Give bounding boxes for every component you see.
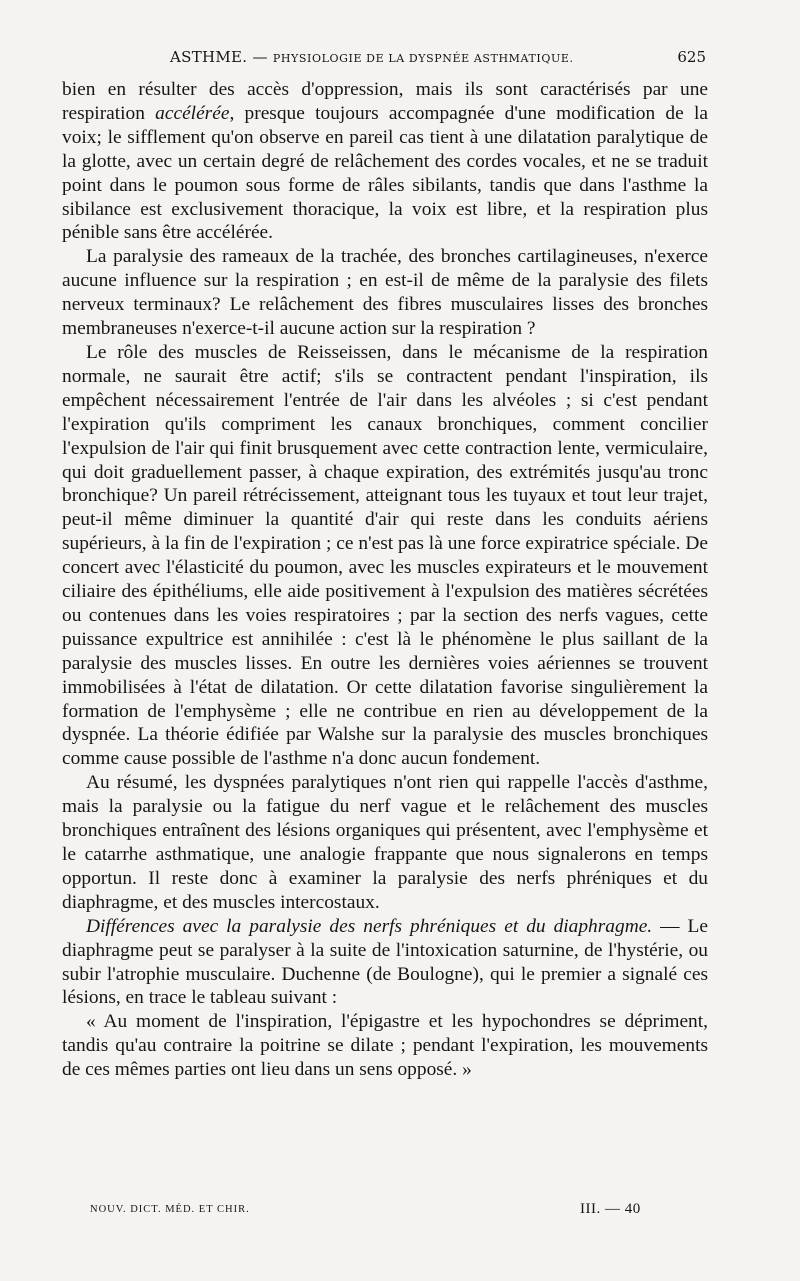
paragraph-1-emphasis: accélérée bbox=[155, 102, 230, 124]
footer-signature: NOUV. DICT. MÉD. ET CHIR. bbox=[90, 1204, 250, 1215]
running-title-separator: — bbox=[252, 48, 268, 66]
running-title-main: ASTHME. bbox=[170, 48, 248, 66]
page-number: 625 bbox=[677, 48, 706, 66]
running-title-subtitle: PHYSIOLOGIE DE LA DYSPNÉE ASTHMATIQUE. bbox=[272, 52, 574, 65]
body-text bbox=[62, 78, 708, 1082]
footer-volume-number: III. — 40 bbox=[580, 1201, 641, 1217]
paragraph-1-text-a: bien en résulter des accès d'oppression, mais ils sont caractérisés par une respiration bbox=[62, 79, 708, 124]
page-footer bbox=[62, 1201, 708, 1226]
paragraph-6-quotation: « Au moment de l'inspiration, l'épigastre et les hypochondres se dépriment, tandis qu'au contraire la poitrine se dilate ; pendant l'expiration, les mouvements de ces mêmes parties ont lieu dans un sens opposé. » bbox=[62, 1011, 708, 1081]
paragraph-3: Le rôle des muscles de Reisseissen, dans le mécanisme de la respiration normale, ne saurait être actif; s'ils se contractent pendant l'inspiration, ils empêchent nécessairement l'entrée de l'air dans les alvéoles ; si c'est pendant l'expiration qu'ils compriment les canaux bronchiques, comment concilier l'expulsion de l'air qui finit brusquement avec cette contraction lente, vermiculaire, qui doit graduellement passer, à chaque expiration, des extrémités jusqu'au tronc bronchique? Un pareil rétrécissement, atteignant tous les tuyaux et tout leur trajet, peut-il même diminuer la quantité d'air qui reste dans les conduits aériens supérieurs, à la fin de l'expiration ; ce n'est pas là une force expiratrice spéciale. De concert avec l'élasticité du poumon, avec les muscles expirateurs et le mouvement ciliaire des épithéliums, elle aide positivement à l'expulsion des matières sécrétées ou contenues dans les voies respiratoires ; par la section des nerfs vagues, cette puissance expultrice est annihilée : c'est là le phénomène le plus saillant de la paralysie des muscles lisses. En outre les dernières voies aériennes se trouvent immobilisées à l'état de dilatation. Or cette dilatation favorise singulièrement la formation de l'emphysème ; elle ne contribue en rien au développement de la dyspnée. La théorie édifiée par Walshe sur la paralysie des muscles bronchiques comme cause possible de l'asthme n'a donc aucun fondement. bbox=[62, 341, 708, 770]
paragraph-1 bbox=[62, 78, 708, 245]
running-title bbox=[170, 48, 574, 66]
document-page bbox=[62, 44, 708, 1244]
paragraph-1-text-c: , presque toujours accompagnée d'une modification de la voix; le sifflement qu'on observe en pareil cas tient à une dilatation paralytique de la glotte, avec un certain degré de relâchement des cordes vocales, et ne se traduit point dans le poumon sous forme de râles sibilants, tandis que dans l'asthme la sibilance est exclusivement thoracique, la voix est libre, et la respiration plus pénible sans être accélérée. bbox=[62, 102, 708, 244]
paragraph-2: La paralysie des rameaux de la trachée, des bronches cartilagineuses, n'exerce aucune influence sur la respiration ; en est-il de même de la paralysie des filets nerveux terminaux? Le relâchement des fibres musculaires lisses des bronches membraneuses n'exerce-t-il aucune action sur la respiration ? bbox=[62, 246, 708, 340]
section-heading: Différences avec la paralysie des nerfs phréniques et du diaphragme. bbox=[86, 915, 653, 937]
paragraph-4: Au résumé, les dyspnées paralytiques n'ont rien qui rappelle l'accès d'asthme, mais la paralysie ou la fatigue du nerf vague et le relâchement des muscles bronchiques entraînent des lésions organiques qui présentent, avec l'emphysème et le catarrhe asthmatique, une analogie frappante que nous signalerons en temps opportun. Il reste donc à examiner la paralysie des nerfs phréniques et du diaphragme, et des muscles intercostaux. bbox=[62, 772, 708, 913]
paragraph-5 bbox=[62, 915, 708, 1011]
paragraph-5-body: — Le diaphragme peut se paralyser à la suite de l'intoxication saturnine, de l'hystérie, ou subir l'atrophie musculaire. Duchenne (de Boulogne), qui le premier a signalé ces lésions, en trace le tableau suivant : bbox=[62, 915, 708, 1009]
running-header bbox=[62, 48, 708, 72]
